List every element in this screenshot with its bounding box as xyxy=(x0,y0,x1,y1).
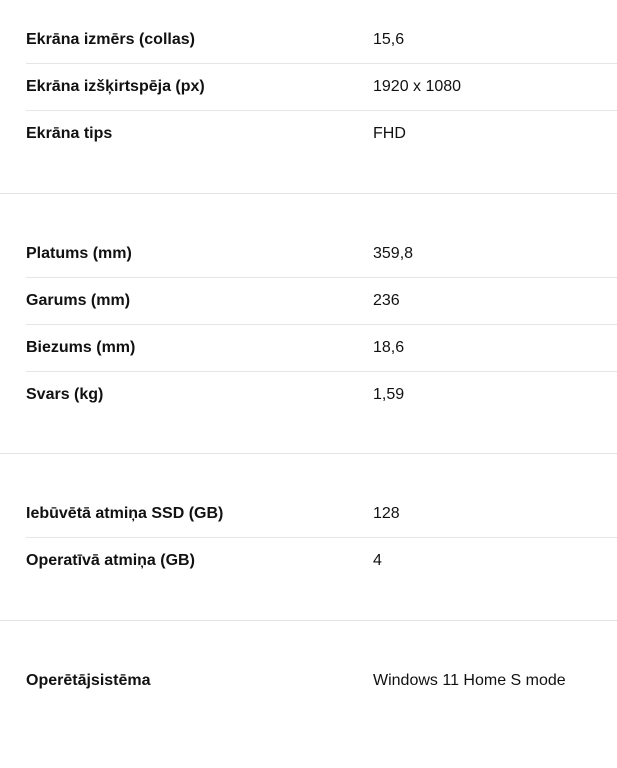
spec-row xyxy=(26,371,617,418)
spec-value: 128 xyxy=(373,505,400,522)
spec-label: Platums (mm) xyxy=(26,245,132,262)
spec-section-display xyxy=(0,17,617,157)
spec-label: Operatīvā atmiņa (GB) xyxy=(26,552,195,569)
spec-value: 4 xyxy=(373,552,382,569)
spec-row xyxy=(26,17,617,63)
spec-section-dimensions xyxy=(0,193,617,418)
spec-label: Ekrāna izšķirtspēja (px) xyxy=(26,78,205,95)
spec-section-os xyxy=(0,620,617,704)
spec-value: FHD xyxy=(373,125,406,142)
spec-label: Garums (mm) xyxy=(26,292,131,309)
spec-value: 18,6 xyxy=(373,339,405,356)
spec-row xyxy=(26,231,617,277)
spec-value: 1920 x 1080 xyxy=(373,78,462,95)
spec-value: 1,59 xyxy=(373,386,405,403)
spec-row xyxy=(26,110,617,157)
spec-label: Operētājsistēma xyxy=(26,672,151,689)
spec-label: Svars (kg) xyxy=(26,386,104,403)
spec-label: Biezums (mm) xyxy=(26,339,136,356)
spec-row xyxy=(26,658,617,704)
spec-value: 236 xyxy=(373,292,400,309)
spec-label: Ekrāna izmērs (collas) xyxy=(26,31,195,48)
spec-label: Ekrāna tips xyxy=(26,125,113,142)
spec-row xyxy=(26,324,617,371)
spec-label: Iebūvētā atmiņa SSD (GB) xyxy=(26,505,224,522)
spec-row xyxy=(26,537,617,584)
spec-row xyxy=(26,277,617,324)
spec-value: 359,8 xyxy=(373,245,414,262)
spec-value: 15,6 xyxy=(373,31,405,48)
spec-section-memory xyxy=(0,453,617,584)
spec-row xyxy=(26,63,617,110)
spec-row xyxy=(26,491,617,537)
spec-value: Windows 11 Home S mode xyxy=(373,672,566,689)
